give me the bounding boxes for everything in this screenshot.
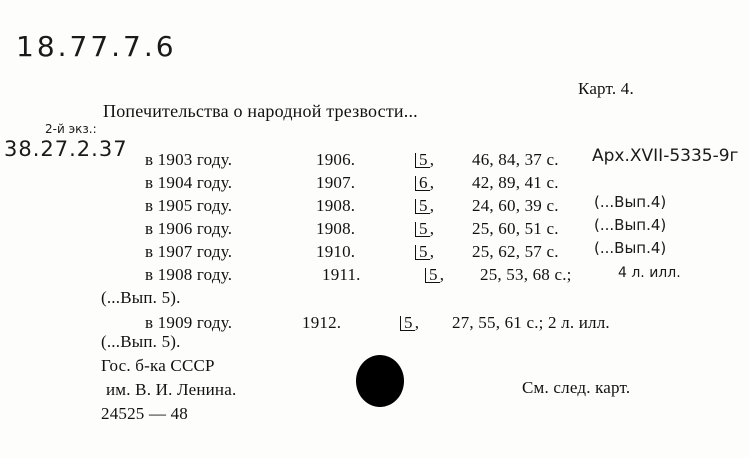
second-copy-label: 2-й экз.: — [45, 122, 97, 136]
title: Попечительства о народной трезвости... — [103, 101, 418, 121]
pages: 25, 60, 51 с. — [472, 219, 559, 238]
volume-number: 6 — [415, 176, 430, 191]
year-text: в 1908 году. — [145, 265, 233, 284]
handwritten-note: (...Вып.4) — [594, 216, 667, 234]
pages: 24, 60, 39 с. — [472, 196, 559, 215]
second-copy-number: 38.27.2.37 — [4, 137, 128, 161]
volume-number: 5 — [400, 316, 415, 331]
next-card-note: См. след. карт. — [522, 378, 631, 397]
volume-number: 5 — [415, 222, 430, 237]
volume-number: 5 — [415, 245, 430, 260]
volume-bracket: 6 , — [415, 173, 434, 193]
library-name-line2: им. В. И. Ленина. — [106, 380, 237, 399]
handwritten-note: Арх.XVII-5335-9г — [592, 146, 739, 166]
year-text: в 1907 году. — [145, 242, 233, 261]
volume-bracket: 5 , — [415, 150, 434, 170]
handwritten-note: (...Вып.4) — [594, 193, 667, 211]
handwritten-note: 4 л. илл. — [618, 265, 681, 281]
volume-bracket: 5 , — [400, 313, 419, 333]
pages: 42, 89, 41 с. — [472, 173, 559, 192]
pub-year: 1912. — [302, 313, 342, 332]
pub-year: 1908. — [316, 219, 356, 238]
punch-hole — [356, 355, 404, 407]
pub-year: 1907. — [316, 173, 356, 192]
library-card-number: 24525 — 48 — [101, 404, 188, 423]
volume-bracket: 5 , — [425, 265, 444, 285]
pages: 25, 62, 57 с. — [472, 242, 559, 261]
volume-bracket: 5 , — [415, 219, 434, 239]
pages: 25, 53, 68 с.; — [480, 265, 572, 284]
pub-year: 1906. — [316, 150, 356, 169]
series-note: (...Вып. 5). — [101, 288, 181, 307]
pages: 46, 84, 37 с. — [472, 150, 559, 169]
year-text: в 1903 году. — [145, 150, 233, 169]
pub-year: 1910. — [316, 242, 356, 261]
card-label: Карт. 4. — [578, 79, 634, 98]
pub-year: 1911. — [322, 265, 361, 284]
volume-number: 5 — [415, 199, 430, 214]
volume-number: 5 — [425, 268, 440, 283]
pages: 27, 55, 61 с.; 2 л. илл. — [452, 313, 610, 332]
handwritten-note: (...Вып.4) — [594, 239, 667, 257]
volume-bracket: 5 , — [415, 242, 434, 262]
year-text: в 1904 году. — [145, 173, 233, 192]
volume-number: 5 — [415, 153, 430, 168]
volume-bracket: 5 , — [415, 196, 434, 216]
year-text: в 1909 году. — [145, 313, 233, 332]
call-number: 18.77.7.6 — [16, 30, 177, 63]
year-text: в 1906 году. — [145, 219, 233, 238]
series-note: (...Вып. 5). — [101, 332, 181, 351]
year-text: в 1905 году. — [145, 196, 233, 215]
pub-year: 1908. — [316, 196, 356, 215]
library-name: Гос. б-ка СССР — [101, 356, 215, 375]
